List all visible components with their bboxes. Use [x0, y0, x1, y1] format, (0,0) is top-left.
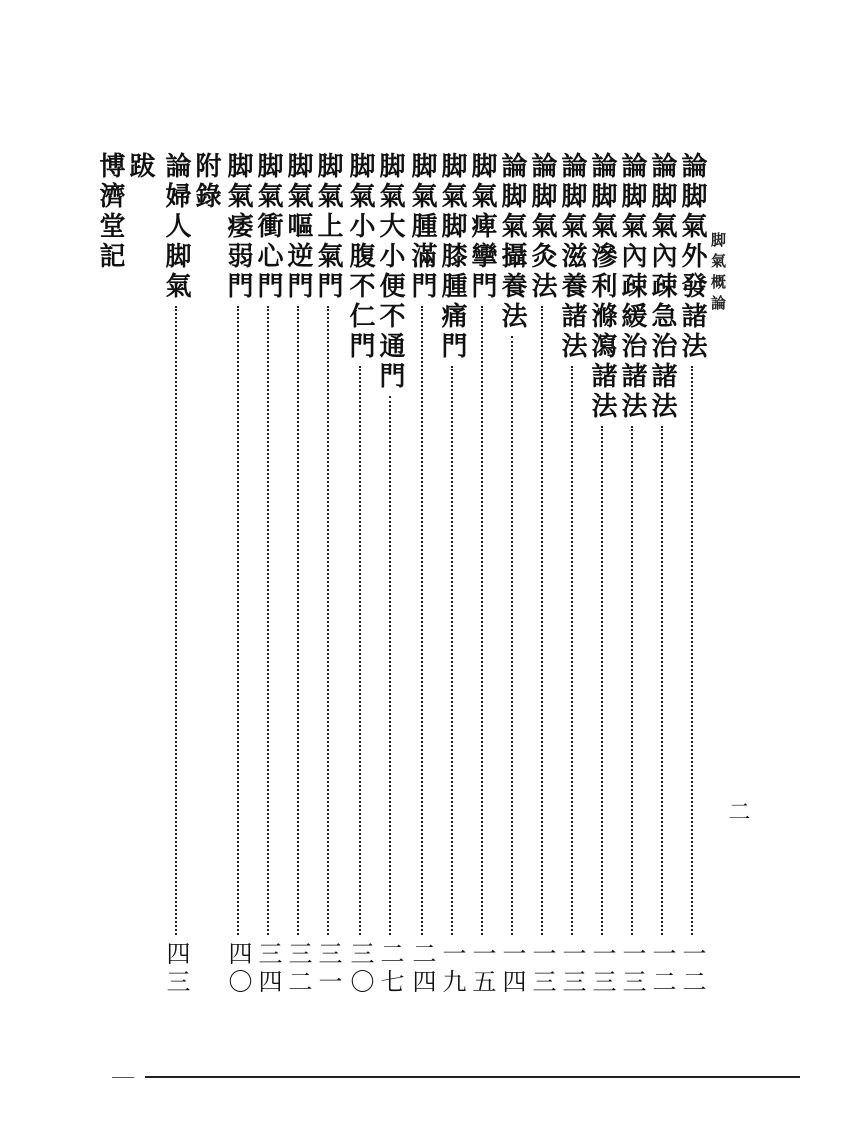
- toc-entry[interactable]: [467, 152, 497, 997]
- toc-title: 附錄: [191, 152, 221, 212]
- toc-title: 脚氣上氣門: [313, 152, 343, 302]
- toc-title: 論脚氣外發諸法: [677, 152, 707, 362]
- toc-page: 二七: [376, 941, 404, 997]
- toc-entry[interactable]: [407, 152, 437, 997]
- toc-title: 論脚氣灸法: [527, 152, 557, 302]
- toc-title: 論脚氣滲利滌瀉諸法: [587, 152, 617, 422]
- toc-entry[interactable]: [223, 152, 253, 997]
- toc-title: 跋: [125, 152, 155, 182]
- dot-leader: [661, 426, 663, 935]
- dot-leader: [175, 306, 177, 935]
- toc-page: 一五: [468, 941, 496, 997]
- bottom-rule-fragment: [112, 1077, 134, 1078]
- toc-title: 論脚氣滋養諸法: [557, 152, 587, 362]
- dot-leader: [451, 366, 453, 935]
- toc-entry[interactable]: [125, 152, 155, 997]
- toc-page: 一四: [498, 941, 526, 997]
- toc-title: 脚氣大小便不通門: [375, 152, 405, 392]
- toc-title: 論婦人脚氣: [161, 152, 191, 302]
- dot-leader: [267, 306, 269, 935]
- toc-page: 四〇: [224, 941, 252, 997]
- toc-entry[interactable]: [527, 152, 557, 997]
- toc-page: 三四: [254, 941, 282, 997]
- dot-leader: [237, 306, 239, 935]
- toc-entry[interactable]: [95, 152, 125, 997]
- toc-entry[interactable]: [375, 152, 405, 997]
- toc-title: 論脚氣內疎緩治諸法: [617, 152, 647, 422]
- dot-leader: [511, 336, 513, 935]
- toc-entry[interactable]: [647, 152, 677, 997]
- toc-page: 一九: [438, 941, 466, 997]
- toc-page: 一二: [648, 941, 676, 997]
- toc-entry[interactable]: [161, 152, 191, 997]
- bottom-rule: [145, 1076, 800, 1078]
- running-head: 脚氣概論: [709, 232, 727, 316]
- toc-page: 四三: [162, 941, 190, 997]
- toc-title: 脚氣腫滿門: [407, 152, 437, 302]
- toc-title: 脚氣衝心門: [253, 152, 283, 302]
- toc-title: 脚氣小腹不仁門: [345, 152, 375, 362]
- toc-entry[interactable]: [191, 152, 221, 997]
- toc-entry[interactable]: [617, 152, 647, 997]
- dot-leader: [481, 306, 483, 935]
- toc-page: 二四: [408, 941, 436, 997]
- toc-title: 脚氣嘔逆門: [283, 152, 313, 302]
- toc-entry[interactable]: [313, 152, 343, 997]
- toc-title: 博濟堂記: [95, 152, 125, 272]
- toc-entry[interactable]: [253, 152, 283, 997]
- toc-entry[interactable]: [345, 152, 375, 997]
- toc-title: 脚氣脚膝腫痛門: [437, 152, 467, 362]
- toc-entry[interactable]: [497, 152, 527, 997]
- toc-entry[interactable]: [557, 152, 587, 997]
- toc-title: 脚氣痺攣門: [467, 152, 497, 302]
- dot-leader: [691, 366, 693, 935]
- dot-leader: [631, 426, 633, 935]
- toc-page: 一三: [588, 941, 616, 997]
- dot-leader: [297, 306, 299, 935]
- toc-page: 一二: [678, 941, 706, 997]
- toc-entry[interactable]: [677, 152, 707, 997]
- dot-leader: [571, 366, 573, 935]
- dot-leader: [389, 396, 391, 935]
- toc-entry[interactable]: [587, 152, 617, 997]
- dot-leader: [421, 306, 423, 935]
- toc-page: 三二: [284, 941, 312, 997]
- dot-leader: [541, 306, 543, 935]
- toc-entry[interactable]: [437, 152, 467, 997]
- dot-leader: [601, 426, 603, 935]
- dot-leader: [327, 306, 329, 935]
- toc-entry[interactable]: [283, 152, 313, 997]
- toc-page: 三一: [314, 941, 342, 997]
- toc-title: 論脚氣攝養法: [497, 152, 527, 332]
- toc-title: 論脚氣內疎急治諸法: [647, 152, 677, 422]
- toc-title: 脚氣痿弱門: [223, 152, 253, 302]
- toc-page: 一三: [528, 941, 556, 997]
- dot-leader: [359, 366, 361, 935]
- toc-page: 一三: [558, 941, 586, 997]
- page-number: 二: [725, 800, 750, 822]
- toc-page: 三〇: [346, 941, 374, 997]
- toc-page: 一三: [618, 941, 646, 997]
